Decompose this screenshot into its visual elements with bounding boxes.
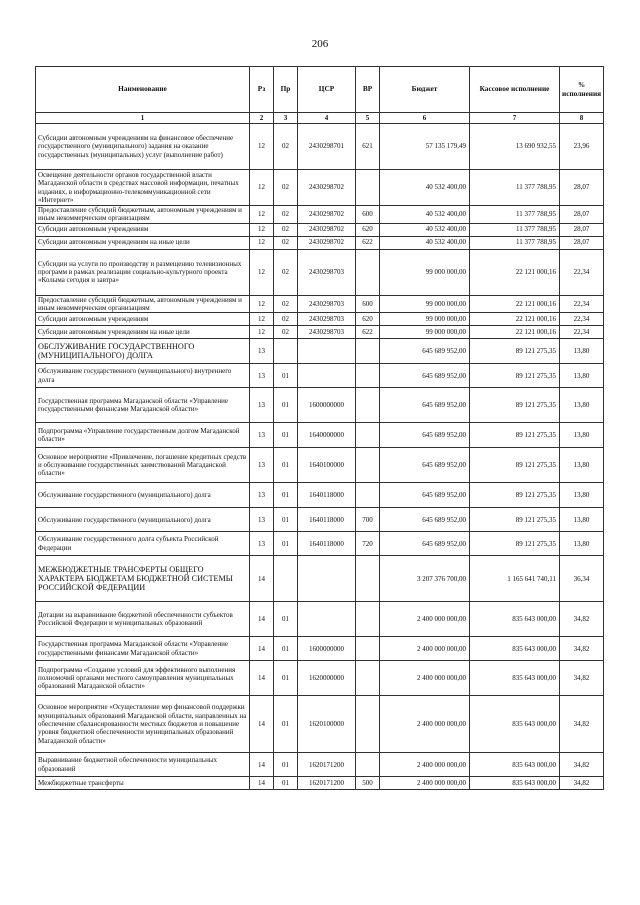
cell-pct: 22,34	[560, 326, 604, 339]
cell-pr: 02	[274, 124, 298, 170]
cell-cash: 89 121 275,35	[470, 448, 560, 483]
cell-cash: 89 121 275,35	[470, 423, 560, 448]
cell-vr	[356, 339, 380, 364]
cell-cash: 11 377 788,95	[470, 206, 560, 224]
cell-rz: 12	[250, 170, 274, 206]
cell-name: Субсидии автономным учреждениям	[36, 313, 250, 326]
cell-vr	[356, 448, 380, 483]
cell-pr: 02	[274, 295, 298, 313]
cell-pr: 01	[274, 532, 298, 556]
cell-rz: 12	[250, 236, 274, 249]
cell-cash: 11 377 788,95	[470, 170, 560, 206]
cell-name: Подпрограмма «Управление государственным долгом Магаданской области»	[36, 423, 250, 448]
cell-csr: 1620171200	[298, 777, 356, 790]
cell-budget: 645 689 952,00	[380, 483, 470, 508]
cell-rz: 13	[250, 339, 274, 364]
table-row	[36, 295, 604, 313]
cell-vr	[356, 249, 380, 295]
cell-rz: 13	[250, 448, 274, 483]
cell-pct: 13,80	[560, 483, 604, 508]
cell-budget: 40 532 400,00	[380, 223, 470, 236]
cell-name: Подпрограмма «Создание условий для эффективного выполнения полномочий органами местного самоуправления муниципальных образований Магаданской области»	[36, 661, 250, 696]
cell-csr: 2430298702	[298, 223, 356, 236]
cell-csr: 1620100000	[298, 696, 356, 753]
cell-pct: 34,82	[560, 602, 604, 637]
cell-budget: 99 000 000,00	[380, 313, 470, 326]
table-row	[36, 696, 604, 753]
cell-pr: 01	[274, 777, 298, 790]
cell-cash: 835 643 000,00	[470, 661, 560, 696]
cell-csr: 1600000000	[298, 637, 356, 661]
cell-name: Освещение деятельности органов государственной власти Магаданской области в средствах массовой информации, печатных изданиях, в информационно-телекоммуникационной сети «Интернет»	[36, 170, 250, 206]
header-pr: Пр	[274, 67, 298, 113]
cell-pr: 02	[274, 326, 298, 339]
cell-pct: 34,82	[560, 637, 604, 661]
cell-csr: 2430298703	[298, 326, 356, 339]
cell-vr: 700	[356, 508, 380, 532]
table-row	[36, 423, 604, 448]
cell-vr: 622	[356, 326, 380, 339]
cell-vr	[356, 483, 380, 508]
cell-vr: 600	[356, 206, 380, 224]
cell-pct: 22,34	[560, 249, 604, 295]
cell-cash: 835 643 000,00	[470, 777, 560, 790]
cell-rz: 12	[250, 249, 274, 295]
cell-pct: 13,80	[560, 423, 604, 448]
cell-rz: 13	[250, 364, 274, 388]
cell-name: Субсидии на услуги по производству и размещению телевизионных программ в рамках реализации социально-культурного проекта «Колыма сегодня и завтра»	[36, 249, 250, 295]
page-number: 206	[311, 38, 329, 50]
cell-name: Основное мероприятие «Привлечение, погашение кредитных средств и обслуживание государственных заимствований Магаданской области»	[36, 448, 250, 483]
cell-pct: 13,80	[560, 339, 604, 364]
cell-name: Субсидии автономным учреждениям на финансовое обеспечение государственного (муниципального) задания на оказание государственных (муниципальных) услуг (выполнение работ)	[36, 124, 250, 170]
cell-rz: 13	[250, 388, 274, 423]
cell-budget: 645 689 952,00	[380, 339, 470, 364]
cell-cash: 89 121 275,35	[470, 388, 560, 423]
cell-csr	[298, 602, 356, 637]
cell-csr: 1620171200	[298, 753, 356, 777]
cell-rz: 13	[250, 483, 274, 508]
column-number: 7	[470, 113, 560, 124]
cell-name: Обслуживание государственного (муниципального) долга	[36, 483, 250, 508]
cell-vr	[356, 170, 380, 206]
cell-rz: 12	[250, 223, 274, 236]
cell-pr: 01	[274, 483, 298, 508]
cell-csr	[298, 339, 356, 364]
cell-pr: 01	[274, 696, 298, 753]
cell-vr: 720	[356, 532, 380, 556]
cell-pr	[274, 556, 298, 602]
cell-name: Обслуживание государственного (муниципального) долга	[36, 508, 250, 532]
cell-pr: 01	[274, 423, 298, 448]
table-row	[36, 448, 604, 483]
budget-table-container	[35, 66, 603, 790]
cell-vr: 600	[356, 295, 380, 313]
cell-vr	[356, 753, 380, 777]
cell-cash: 22 121 000,16	[470, 326, 560, 339]
cell-pr: 01	[274, 508, 298, 532]
cell-name: Предоставление субсидий бюджетным, автономным учреждениям и иным некоммерческим организациям	[36, 206, 250, 224]
header-cash: Кассовое исполнение	[470, 67, 560, 113]
cell-pct: 13,80	[560, 532, 604, 556]
cell-pr: 02	[274, 223, 298, 236]
cell-pr: 01	[274, 637, 298, 661]
column-number: 4	[298, 113, 356, 124]
header-pct: % исполнения	[560, 67, 604, 113]
table-row	[36, 483, 604, 508]
table-row	[36, 661, 604, 696]
cell-cash: 13 690 932,55	[470, 124, 560, 170]
cell-cash: 835 643 000,00	[470, 696, 560, 753]
cell-name: Основное мероприятие «Осуществление мер финансовой поддержки муниципальных образований Магаданской области, направленных на обеспечение сбалансированности местных бюджетов и повышение уровня бюджетной обеспеченности муниципальных образований Магаданской области»	[36, 696, 250, 753]
table-row	[36, 124, 604, 170]
header-name: Наименование	[36, 67, 250, 113]
cell-name: МЕЖБЮДЖЕТНЫЕ ТРАНСФЕРТЫ ОБЩЕГО ХАРАКТЕРА БЮДЖЕТАМ БЮДЖЕТНОЙ СИСТЕМЫ РОССИЙСКОЙ ФЕДЕРАЦИИ	[36, 556, 250, 602]
cell-pct: 28,07	[560, 236, 604, 249]
cell-rz: 12	[250, 206, 274, 224]
cell-pr: 01	[274, 602, 298, 637]
cell-cash: 89 121 275,35	[470, 508, 560, 532]
cell-pr: 02	[274, 313, 298, 326]
table-row	[36, 508, 604, 532]
cell-name: ОБСЛУЖИВАНИЕ ГОСУДАРСТВЕННОГО (МУНИЦИПАЛЬНОГО) ДОЛГА	[36, 339, 250, 364]
cell-name: Обслуживание государственного долга субъекта Российской Федерации	[36, 532, 250, 556]
header-csr: ЦСР	[298, 67, 356, 113]
cell-rz: 14	[250, 602, 274, 637]
cell-csr: 1640118000	[298, 532, 356, 556]
cell-pct: 13,80	[560, 448, 604, 483]
cell-pct: 34,82	[560, 661, 604, 696]
cell-cash: 835 643 000,00	[470, 602, 560, 637]
cell-name: Субсидии автономным учреждениям	[36, 223, 250, 236]
cell-name: Субсидии автономным учреждениям на иные цели	[36, 236, 250, 249]
column-number: 3	[274, 113, 298, 124]
cell-cash: 89 121 275,35	[470, 532, 560, 556]
cell-vr	[356, 661, 380, 696]
cell-rz: 13	[250, 532, 274, 556]
table-body	[36, 124, 604, 790]
cell-pct: 13,80	[560, 508, 604, 532]
cell-name: Государственная программа Магаданской области «Управление государственными финансами Магаданской области»	[36, 388, 250, 423]
cell-vr: 500	[356, 777, 380, 790]
cell-csr: 1640118000	[298, 483, 356, 508]
table-row	[36, 637, 604, 661]
cell-cash: 22 121 000,16	[470, 313, 560, 326]
cell-pct: 36,34	[560, 556, 604, 602]
table-row	[36, 206, 604, 224]
column-number: 1	[36, 113, 250, 124]
cell-cash: 835 643 000,00	[470, 753, 560, 777]
cell-rz: 12	[250, 124, 274, 170]
cell-budget: 40 532 400,00	[380, 206, 470, 224]
cell-vr	[356, 364, 380, 388]
cell-vr: 620	[356, 313, 380, 326]
table-row	[36, 236, 604, 249]
table-row	[36, 223, 604, 236]
cell-pr: 01	[274, 388, 298, 423]
cell-vr	[356, 602, 380, 637]
table-row	[36, 532, 604, 556]
cell-csr	[298, 364, 356, 388]
column-number: 2	[250, 113, 274, 124]
cell-vr: 622	[356, 236, 380, 249]
cell-pr: 01	[274, 448, 298, 483]
table-row	[36, 313, 604, 326]
table-row	[36, 339, 604, 364]
table-row	[36, 602, 604, 637]
cell-pr: 01	[274, 753, 298, 777]
cell-rz: 14	[250, 556, 274, 602]
cell-pr: 01	[274, 364, 298, 388]
cell-rz: 14	[250, 696, 274, 753]
cell-pct: 28,07	[560, 170, 604, 206]
cell-csr: 1640118000	[298, 508, 356, 532]
cell-budget: 2 400 000 000,00	[380, 637, 470, 661]
cell-cash: 89 121 275,35	[470, 364, 560, 388]
cell-cash: 89 121 275,35	[470, 483, 560, 508]
cell-csr: 2430298702	[298, 236, 356, 249]
header-budget: Бюджет	[380, 67, 470, 113]
column-number: 8	[560, 113, 604, 124]
cell-vr: 621	[356, 124, 380, 170]
budget-execution-table	[35, 66, 604, 790]
cell-rz: 12	[250, 313, 274, 326]
cell-rz: 14	[250, 637, 274, 661]
cell-pct: 13,80	[560, 364, 604, 388]
cell-pct: 13,80	[560, 388, 604, 423]
cell-vr	[356, 637, 380, 661]
cell-cash: 22 121 000,16	[470, 249, 560, 295]
cell-csr: 2430298703	[298, 313, 356, 326]
table-row	[36, 249, 604, 295]
cell-csr: 2430298703	[298, 249, 356, 295]
cell-pct: 22,34	[560, 313, 604, 326]
cell-budget: 57 135 179,49	[380, 124, 470, 170]
cell-budget: 99 000 000,00	[380, 326, 470, 339]
table-row	[36, 753, 604, 777]
cell-name: Государственная программа Магаданской области «Управление государственными финансами Магаданской области»	[36, 637, 250, 661]
cell-csr: 1620000000	[298, 661, 356, 696]
cell-budget: 2 400 000 000,00	[380, 696, 470, 753]
header-row	[36, 67, 604, 113]
cell-pct: 34,82	[560, 777, 604, 790]
cell-budget: 2 400 000 000,00	[380, 661, 470, 696]
cell-pr: 02	[274, 206, 298, 224]
cell-csr: 1600000000	[298, 388, 356, 423]
cell-budget: 99 000 000,00	[380, 295, 470, 313]
cell-pct: 23,96	[560, 124, 604, 170]
cell-rz: 13	[250, 508, 274, 532]
cell-budget: 2 400 000 000,00	[380, 753, 470, 777]
cell-csr: 2430298701	[298, 124, 356, 170]
cell-rz: 13	[250, 423, 274, 448]
cell-budget: 645 689 952,00	[380, 364, 470, 388]
cell-pr	[274, 339, 298, 364]
table-row	[36, 170, 604, 206]
cell-cash: 1 165 641 740,11	[470, 556, 560, 602]
table-row	[36, 777, 604, 790]
table-row	[36, 364, 604, 388]
cell-rz: 12	[250, 295, 274, 313]
cell-csr	[298, 556, 356, 602]
cell-vr: 620	[356, 223, 380, 236]
cell-name: Межбюджетные трансферты	[36, 777, 250, 790]
cell-rz: 12	[250, 326, 274, 339]
cell-budget: 645 689 952,00	[380, 532, 470, 556]
cell-budget: 40 532 400,00	[380, 236, 470, 249]
cell-pr: 01	[274, 661, 298, 696]
cell-pr: 02	[274, 170, 298, 206]
header-rz: Рз	[250, 67, 274, 113]
cell-cash: 89 121 275,35	[470, 339, 560, 364]
cell-vr	[356, 388, 380, 423]
cell-csr: 1640100000	[298, 448, 356, 483]
cell-name: Субсидии автономным учреждениям на иные цели	[36, 326, 250, 339]
column-number-row	[36, 113, 604, 124]
cell-name: Выравнивание бюджетной обеспеченности муниципальных образований	[36, 753, 250, 777]
cell-budget: 2 400 000 000,00	[380, 602, 470, 637]
cell-csr: 1640000000	[298, 423, 356, 448]
cell-pct: 28,07	[560, 206, 604, 224]
cell-budget: 40 532 400,00	[380, 170, 470, 206]
table-row	[36, 326, 604, 339]
cell-pct: 28,07	[560, 223, 604, 236]
cell-cash: 11 377 788,95	[470, 236, 560, 249]
cell-budget: 645 689 952,00	[380, 388, 470, 423]
column-number: 5	[356, 113, 380, 124]
cell-cash: 22 121 000,16	[470, 295, 560, 313]
cell-name: Предоставление субсидий бюджетным, автономным учреждениям и иным некоммерческим организациям	[36, 295, 250, 313]
table-row	[36, 556, 604, 602]
cell-budget: 645 689 952,00	[380, 508, 470, 532]
cell-pr: 02	[274, 236, 298, 249]
cell-rz: 14	[250, 753, 274, 777]
cell-csr: 2430298702	[298, 170, 356, 206]
cell-budget: 2 400 000 000,00	[380, 777, 470, 790]
cell-vr	[356, 423, 380, 448]
cell-vr	[356, 556, 380, 602]
cell-csr: 2430298702	[298, 206, 356, 224]
cell-pr: 02	[274, 249, 298, 295]
cell-budget: 645 689 952,00	[380, 423, 470, 448]
cell-budget: 3 207 376 700,00	[380, 556, 470, 602]
header-vr: ВР	[356, 67, 380, 113]
cell-budget: 99 000 000,00	[380, 249, 470, 295]
cell-cash: 11 377 788,95	[470, 223, 560, 236]
cell-budget: 645 689 952,00	[380, 448, 470, 483]
cell-pct: 34,82	[560, 696, 604, 753]
cell-cash: 835 643 000,00	[470, 637, 560, 661]
cell-pct: 22,34	[560, 295, 604, 313]
cell-vr	[356, 696, 380, 753]
table-row	[36, 388, 604, 423]
cell-rz: 14	[250, 661, 274, 696]
cell-name: Дотации на выравнивание бюджетной обеспеченности субъектов Российской Федерации и муниципальных образований	[36, 602, 250, 637]
cell-csr: 2430298703	[298, 295, 356, 313]
column-number: 6	[380, 113, 470, 124]
cell-name: Обслуживание государственного (муниципального) внутреннего долга	[36, 364, 250, 388]
cell-pct: 34,82	[560, 753, 604, 777]
cell-rz: 14	[250, 777, 274, 790]
